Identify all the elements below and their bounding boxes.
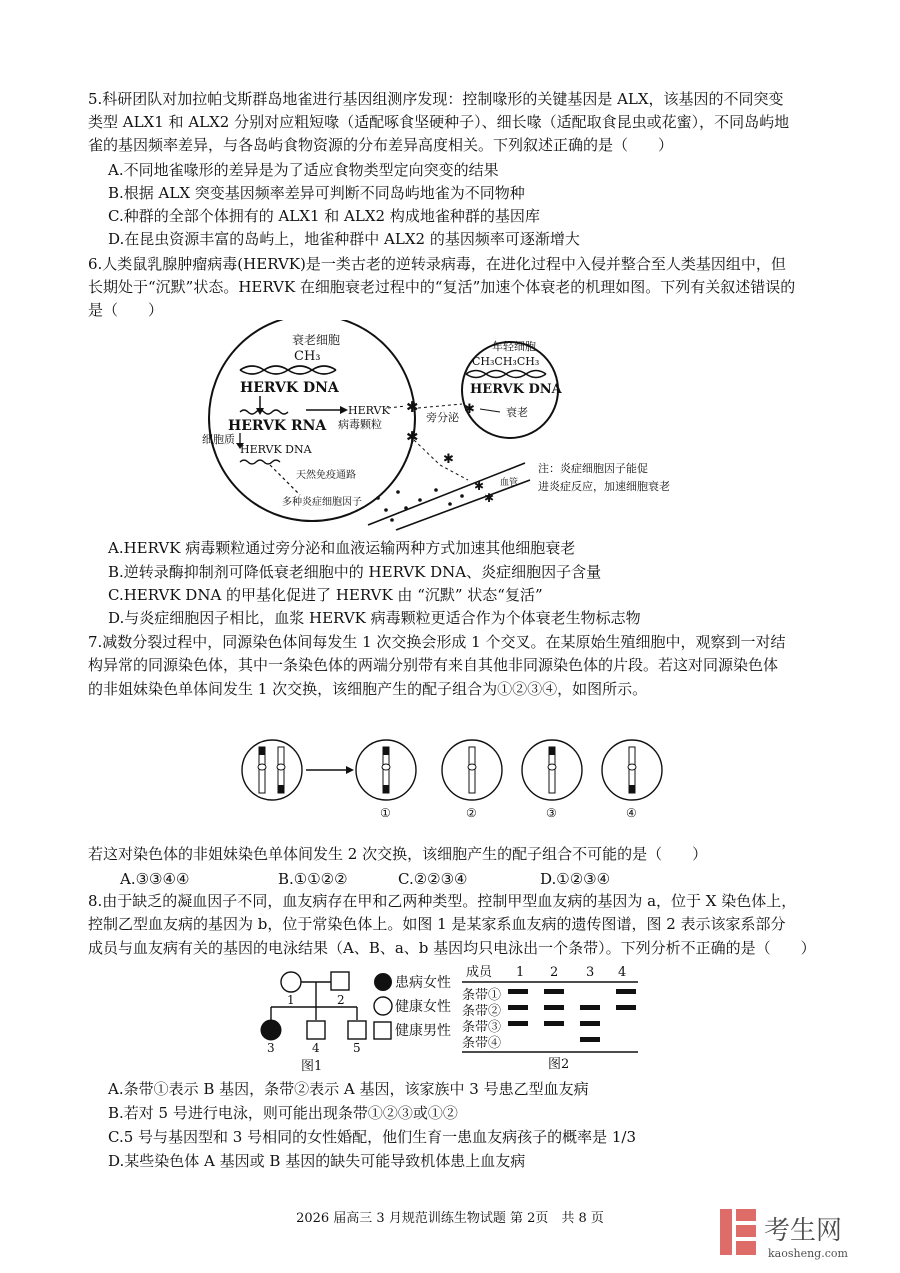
- q6-option-d: D.与炎症细胞因子相比，血浆 HERVK 病毒颗粒更适合作为个体衰老生物标志物: [108, 609, 641, 627]
- fig2-member: 2: [550, 965, 559, 980]
- q8-option-b: B.若对 5 号进行电泳，则可能出现条带①②③或①②: [108, 1104, 458, 1122]
- q6-option-b: B.逆转录酶抑制剂可降低衰老细胞中的 HERVK DNA、炎症细胞因子含量: [108, 563, 602, 581]
- logo-url: kaosheng.com: [768, 1247, 848, 1260]
- aging-label: 衰老: [506, 406, 528, 419]
- q7-option-c: C.②②③④: [398, 870, 468, 888]
- blood-transport-arrow: [414, 440, 468, 480]
- q5-stem-line: 类型 ALX1 和 ALX2 分别对应粗短喙（适配啄食坚硬种子）、细长喙（适配取食昆虫或花蜜），不同岛屿地: [88, 113, 790, 131]
- virus-star-icon: ✱: [474, 479, 485, 493]
- gamete-label-1: ①: [380, 806, 391, 820]
- q8-stem-line: 成员与血友病有关的基因的电泳结果（A、B、a、b 基因均只电泳出一个条带）。下列分析不正确的是（ ）: [88, 939, 816, 957]
- cytoplasm-label: 细胞质: [202, 433, 235, 446]
- legend-affected-female-icon: [374, 973, 392, 991]
- q8-option-c: C.5 号与基因型和 3 号相同的女性婚配，他们生育一患血友病孩子的概率是 1/3: [108, 1128, 637, 1146]
- band-label: 条带③: [462, 1020, 502, 1035]
- young-hervk-dna-label: HERVK DNA: [470, 382, 562, 397]
- note-line-2: 进炎症反应，加速细胞衰老: [538, 480, 670, 493]
- innate-pathway-label: 天然免疫通路: [296, 470, 356, 481]
- gamete-label-2: ②: [466, 806, 477, 820]
- member-number: 2: [337, 993, 345, 1007]
- band-label: 条带①: [462, 988, 502, 1003]
- member-number: 3: [267, 1041, 275, 1055]
- gamete-label-3: ③: [546, 806, 557, 820]
- hervk-mechanism-diagram: [200, 320, 710, 532]
- dna-helix-strand: [240, 366, 336, 374]
- member-2-healthy-male: [331, 972, 349, 990]
- member-3-affected-female: [261, 1020, 281, 1040]
- dotted-path: [388, 406, 406, 408]
- rna-wave: [240, 410, 288, 414]
- virus-star-icon: ✱: [443, 452, 454, 467]
- gel-bands: [508, 989, 636, 1042]
- fig1-caption: 图1: [301, 1059, 323, 1074]
- fig2-member: 1: [516, 965, 525, 980]
- q5-option-b: B.根据 ALX 突变基因频率差异可判断不同岛屿地雀为不同物种: [108, 184, 525, 202]
- member-number: 5: [353, 1041, 361, 1055]
- page-footer: 2026 届高三 3 月规范训练生物试题 第 2页 共 8 页: [296, 1211, 604, 1226]
- aging-arrow: [480, 409, 500, 412]
- legend-healthy-male-icon: [374, 1022, 391, 1039]
- dna-wave: [240, 460, 280, 464]
- q5-option-c: C.种群的全部个体拥有的 ALX1 和 ALX2 构成地雀种群的基因库: [108, 207, 540, 225]
- vessel-wall: [368, 463, 525, 525]
- member-1-healthy-female: [281, 972, 301, 992]
- q7-stem-line: 构异常的同源染色体，其中一条染色体的两端分别带有来自其他非同源染色体的片段。若这对同源染色体: [88, 656, 779, 674]
- gamete-label-4: ④: [626, 806, 637, 820]
- q8-stem-line: 控制乙型血友病的基因为 b，位于常染色体上。如图 1 是某家系血友病的遗传图谱，图 2 表示该家系部分: [88, 915, 786, 933]
- q8-option-d: D.某些染色体 A 基因或 B 基因的缺失可能导致机体患上血友病: [108, 1152, 526, 1170]
- q6-stem-line: 长期处于“沉默”状态。HERVK 在细胞衰老过程中的“复活”加速个体衰老的机理如图。下列有关叙述错误的: [88, 278, 796, 296]
- legend-label: 患病女性: [395, 975, 451, 991]
- note-line-1: 注：炎症细胞因子能促: [538, 462, 648, 475]
- vessel-label: 血管: [500, 478, 519, 488]
- fig2-caption: 图2: [548, 1057, 570, 1072]
- inflammatory-factors-label: 多种炎症细胞因子: [282, 497, 362, 508]
- hervk-dna2-label: HERVK DNA: [240, 443, 312, 456]
- q7-option-d: D.①②③④: [540, 870, 611, 888]
- logo-name: 考生网: [764, 1216, 843, 1246]
- ch3-label: CH₃: [294, 349, 321, 364]
- young-ch3-label: CH₃CH₃CH₃: [472, 355, 540, 368]
- fig2-member: 4: [618, 965, 627, 980]
- q7-stem-line: 7.减数分裂过程中，同源染色体间每发生 1 次交换会形成 1 个交叉。在某原始生殖细胞中，观察到一对结: [88, 633, 786, 651]
- q8-stem-line: 8.由于缺乏的凝血因子不同，血友病存在甲和乙两种类型。控制甲型血友病的基因为 a，位于 X 染色体上，: [88, 892, 797, 910]
- old-cell-label: 衰老细胞: [292, 333, 341, 347]
- hervk-rna-label: HERVK RNA: [228, 418, 327, 434]
- logo-mark-icon: [720, 1209, 756, 1255]
- q7-option-a: A.③③④④: [120, 870, 190, 888]
- q5-option-a: A.不同地雀喙形的差异是为了适应食物类型定向突变的结果: [108, 161, 499, 179]
- virus-particle-label-2: 病毒颗粒: [338, 418, 382, 431]
- q6-stem-line: 6.人类鼠乳腺肿瘤病毒(HERVK)是一类古老的逆转录病毒，在进化过程中入侵并整合至人类基因组中，但: [88, 255, 786, 273]
- q5-option-d: D.在昆虫资源丰富的岛屿上，地雀种群中 ALX2 的基因频率可逐渐增大: [108, 230, 580, 248]
- band-label: 条带④: [462, 1036, 502, 1051]
- kaosheng-logo: [718, 1203, 888, 1263]
- paracrine-arrow: [418, 404, 462, 408]
- q7-option-b: B.①①②②: [278, 870, 348, 888]
- member-4-healthy-male: [307, 1021, 325, 1039]
- fig2-header: 成员: [466, 965, 493, 980]
- q7-stem-line: 的非姐妹染色单体间发生 1 次交换，该细胞产生的配子组合为①②③④，如图所示。: [88, 680, 648, 698]
- fig2-member: 3: [586, 965, 595, 980]
- q8-option-a: A.条带①表示 B 基因，条带②表示 A 基因，该家族中 3 号患乙型血友病: [108, 1080, 589, 1098]
- arrow-head: [340, 406, 348, 414]
- member-number: 1: [287, 993, 295, 1007]
- arrow-head: [346, 766, 354, 774]
- member-5-healthy-male: [348, 1021, 366, 1039]
- q6-stem-line: 是（ ）: [88, 301, 164, 319]
- virus-star-icon: ✱: [464, 402, 475, 417]
- legend-label: 健康女性: [395, 999, 451, 1015]
- virus-star-icon: ✱: [406, 398, 419, 416]
- band-label: 条带②: [462, 1004, 502, 1019]
- q5-stem-line: 5.科研团队对加拉帕戈斯群岛地雀进行基因组测序发现：控制喙形的关键基因是 ALX，该基因的不同突变: [88, 90, 784, 108]
- young-dna-helix: [466, 371, 546, 378]
- parent-cell: [242, 740, 302, 800]
- member-number: 4: [312, 1041, 320, 1055]
- virus-particle-label-1: HERVK: [348, 404, 390, 417]
- hervk-dna-label: HERVK DNA: [240, 380, 339, 396]
- parent-chromosomes: [258, 747, 285, 793]
- q7-question: 若这对染色体的非姐妹染色单体间发生 2 次交换，该细胞产生的配子组合不可能的是（ ）: [88, 845, 708, 863]
- paracrine-label: 旁分泌: [426, 411, 459, 424]
- q5-stem-line: 雀的基因频率差异，与各岛屿食物资源的分布差异高度相关。下列叙述正确的是（ ）: [88, 136, 674, 154]
- virus-star-icon: ✱: [406, 428, 419, 446]
- virus-star-icon: ✱: [484, 491, 495, 505]
- q6-option-a: A.HERVK 病毒颗粒通过旁分泌和血液运输两种方式加速其他细胞衰老: [108, 539, 576, 557]
- electrophoresis-figure: [460, 960, 640, 1072]
- legend-healthy-female-icon: [374, 997, 392, 1015]
- crossover-diagram: [240, 725, 680, 825]
- q6-option-c: C.HERVK DNA 的甲基化促进了 HERVK 由 “沉默” 状态“复活”: [108, 586, 543, 604]
- young-cell-label: 年轻细胞: [492, 340, 536, 353]
- legend-label: 健康男性: [395, 1023, 451, 1039]
- pedigree-figure: [255, 962, 455, 1074]
